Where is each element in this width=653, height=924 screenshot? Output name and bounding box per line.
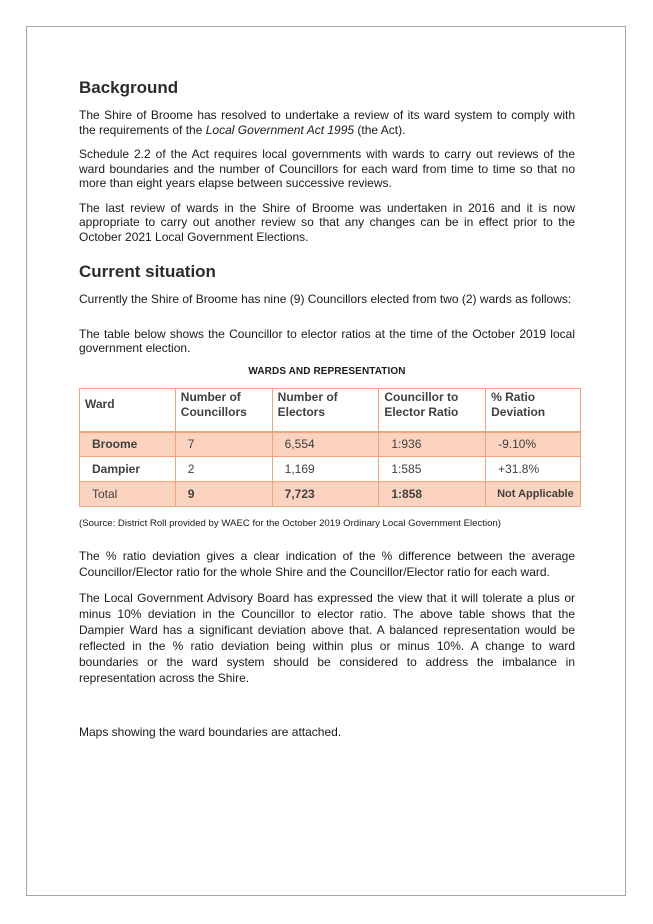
table-total-row	[80, 482, 581, 507]
cell-electors: 1,169	[272, 457, 379, 482]
cell-electors: 6,554	[272, 432, 379, 457]
background-p1-text: The Shire of Broome has resolved to undertake a review of its ward system to comply with the requirements of the	[79, 108, 575, 137]
cell-ratio: 1:936	[379, 432, 486, 457]
analysis-paragraph-3: Maps showing the ward boundaries are attached.	[79, 724, 342, 739]
table-row	[80, 432, 581, 457]
header-ratio: Councillor to Elector Ratio	[379, 388, 486, 432]
act-name: Local Government Act 1995	[205, 122, 355, 137]
document-body	[79, 78, 575, 740]
background-paragraph-3: The last review of wards in the Shire of Broome was undertaken in 2016 and it is now appropriate to carry out another review so that any changes can be in effect prior to the October 2021 Local Government Elections.	[79, 200, 575, 244]
current-paragraph-2: The table below shows the Councillor to elector ratios at the time of the October 2019 local government election.	[79, 326, 575, 355]
cell-ward: Dampier	[80, 457, 176, 482]
cell-councillors: 2	[175, 457, 272, 482]
cell-electors: 7,723	[272, 482, 379, 507]
header-councillors: Number of Councillors	[175, 388, 272, 432]
current-paragraph-1: Currently the Shire of Broome has nine (9) Councillors elected from two (2) wards as follows:	[79, 292, 572, 306]
table-row	[80, 457, 581, 482]
wards-table	[79, 388, 581, 508]
header-electors: Number of Electors	[272, 388, 379, 432]
cell-deviation: Not Applicable	[486, 482, 581, 507]
cell-ward: Broome	[80, 432, 176, 457]
background-paragraph-1	[79, 108, 575, 137]
table-caption: WARDS AND REPRESENTATION	[248, 365, 406, 377]
cell-ward: Total	[80, 482, 176, 507]
header-ward: Ward	[80, 388, 176, 432]
cell-deviation: +31.8%	[486, 457, 581, 482]
table-header-row	[80, 388, 581, 432]
current-situation-heading: Current situation	[79, 262, 216, 281]
analysis-paragraph-1: The % ratio deviation gives a clear indication of the % difference between the average Councillor/Elector ratio for the whole Shire and the Councillor/Elector ratio for each ward.	[79, 548, 575, 579]
cell-councillors: 7	[175, 432, 272, 457]
analysis-paragraph-2: The Local Government Advisory Board has expressed the view that it will tolerate a plus or minus 10% deviation in the Councillor to elector ratio. The above table shows that the Dampier Ward has a significant deviation above that. A balanced representation would be reflected in the % ratio deviation being within plus or minus 10%. A change to ward boundaries or the ward system should be considered to address the imbalance in representation across the Shire.	[79, 590, 575, 685]
header-deviation: % Ratio Deviation	[486, 388, 581, 432]
background-paragraph-2: Schedule 2.2 of the Act requires local governments with wards to carry out reviews of the ward boundaries and the number of Councillors for each ward from time to time so that no more than eight years elapse between successive reviews.	[79, 147, 575, 190]
cell-ratio: 1:858	[379, 482, 486, 507]
cell-deviation: -9.10%	[486, 432, 581, 457]
table-source-note: (Source: District Roll provided by WAEC for the October 2019 Ordinary Local Government Election)	[79, 518, 501, 529]
cell-councillors: 9	[175, 482, 272, 507]
background-heading: Background	[79, 78, 179, 97]
background-p1-tail: (the Act).	[354, 122, 406, 137]
cell-ratio: 1:585	[379, 457, 486, 482]
